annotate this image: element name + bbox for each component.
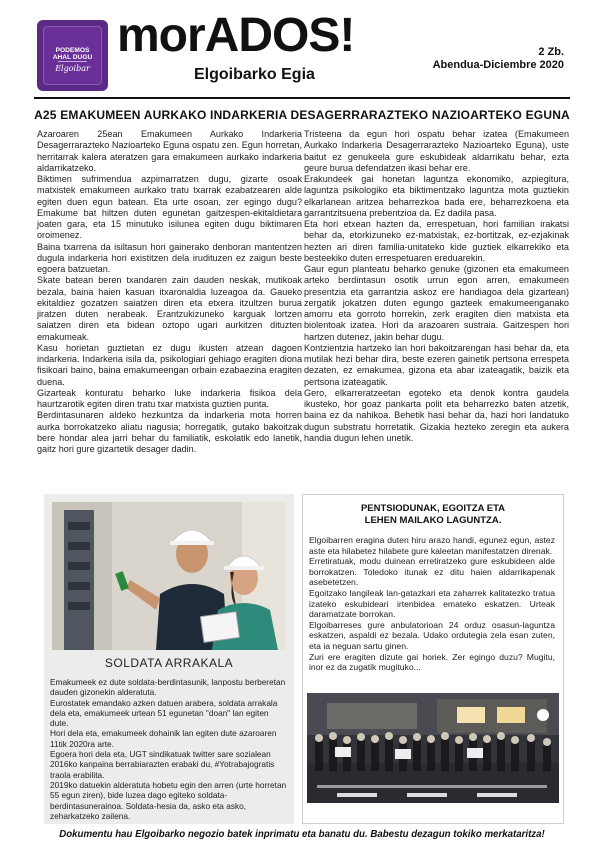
newsletter-title: morADOS!: [117, 9, 355, 62]
logo-line-1: PODEMOS: [55, 47, 90, 54]
logo-script: Elgoibar: [55, 64, 90, 73]
article-paragraph: Biktimen sufrimendua azpimarratzen dugu, gizarte osoak matxistek emakumeen aurkako tratu txarrak ezabatzearen alde egiten duen egun batean. Eta urte osoan, zer egingo dugu? Emakume bat hiltzen duten egunetan gaitzespen-ekitaldietara joaten gara, eta 15 minutuko isilunea egiten dugu biktimaren oroimenez.: [37, 174, 302, 241]
pension-paragraph: Zuri ere eragiten dizute gai horiek. Zer egingo duzu? Mugitu, inor ez da zugatik mugituko...: [309, 651, 555, 673]
workers-photo: [52, 502, 286, 650]
pensioners-title: [303, 503, 563, 527]
article-paragraph: Kasu horietan guztietan ez dugu ikusten atzean dagoen indarkeria. Indarkeria isila da, psikologiari gehiago eragiten diona fisikoari baino, baina emakumeengan orbain ezabaezina eragiten duena.: [37, 342, 302, 387]
protest-photo: [307, 693, 559, 803]
pension-paragraph: Egoitzako langileak lan-gatazkari eta zaharrek kalitatezko tratua izateko eskubideari irtenbidea emateko eskatzen. Urteak daramatzate borrokan.: [309, 587, 555, 620]
pension-paragraph: Elgoibarreses gure anbulatorioan 24 orduz osasun-laguntza eskatzen, aspaldi ez bezala. Udako ordutegia zela esan zuten, eta ia neguan sartu ginen.: [309, 619, 555, 651]
pensioners-title-line-2: LEHEN MAILAKO LAGUNTZA.: [364, 515, 502, 526]
salary-gap-text: [50, 677, 288, 821]
salary-paragraph: Egoera hori dela eta, UGT sindikatuak twitter sare sozialean 2016ko kanpaina berrabiarazten erabaki du, #Yotrabajogratis traola erabilita.: [50, 749, 275, 780]
pensioners-box: [302, 494, 564, 824]
article-column-left: [37, 129, 302, 455]
article-paragraph: Kontzientzia hartzeko lan hori bakoitzarengan hasi behar da, eta mutilak hezi behar dira, beste ezeren gainetik pertsona errespeta dezaten, ez emakumea, gizona eta abar izateagatik, baizik eta pertsona izateagatik.: [304, 342, 569, 387]
header-rule: [34, 97, 570, 99]
article-headline: A25 EMAKUMEEN AURKAKO INDARKERIA DESAGERRARAZTEKO NAZIOARTEKO EGUNA: [34, 108, 570, 122]
workers-illustration: [52, 502, 286, 650]
article-paragraph: Skate batean beren txandaren zain dauden neskak, mutikoak bezala, baina haien kasuan itxaronaldia luzeagoa da. Gaueko ekitaldiez gozatzen saiatzen diren eta etxera itzultzen burua jiratzen duten nerabeak. Erantzukizuneko karguak lortzen saiatzen diren eta bidean oztopo ugari aurkitzen dituzten emakumeak.: [37, 275, 302, 342]
salary-gap-box: [44, 494, 294, 824]
podemos-logo: [37, 20, 108, 91]
article-paragraph: Gero, elkarreratzeetan egoteko eta denok kontra gaudela ikusteko, hor goaz pankarta polit eta beharrezko baten atzetik, baina ez da nahikoa. Behetik hasi behar da, hazi hori landatuko dugun substratu horretatik. Gizakia hezteko zeregin eta aukera handia dugun lehen unetik.: [304, 387, 569, 443]
article-paragraph: Baina txarrena da isiltasun hori gainerako denboran mantentzen dugula indarkeria hori existitzen dela irudituzen ez zaigun beste egoera batzuetan.: [37, 241, 302, 274]
logo-inner-frame: [43, 26, 102, 85]
article-column-right: [304, 129, 569, 444]
article-paragraph: Gizarteak konturatu beharko luke indarkeria fisikoa dela haurtzarotik egiten diren tratu txar matxista guztien punta.: [37, 387, 302, 409]
pensioners-text: [309, 535, 555, 673]
issue-number: 2 Zb.: [538, 46, 564, 58]
pensioners-title-line-1: PENTSIODUNAK, EGOITZA ETA: [360, 503, 506, 514]
issue-date: Abendua-Diciembre 2020: [432, 59, 564, 71]
logo-line-2: AHAL DUGU: [52, 54, 93, 61]
newsletter-subtitle: Elgoibarko Egia: [194, 66, 315, 83]
salary-paragraph: Eurostatek emandako azken datuen arabera, soldata arrakala dela eta, emakumeek urtean 51 egunetan "doan" lan egiten dute.: [50, 697, 278, 729]
salary-paragraph: Hori dela eta, emakumeek dohainik lan egiten dute azaroaren 11tik 2020ra arte.: [50, 728, 277, 749]
logo-text: [44, 47, 101, 61]
pension-paragraph: Erretiratuak, modu duinean erretiratzeko gure eskubideen alde borrokatzen. Toledoko itunak ez ditu haien aldarrikapenak asebetetzen.: [309, 556, 555, 588]
logo-divider: [58, 61, 87, 62]
article-paragraph: Berdintasunaren aldeko hezkuntza da indarkeria mota horren aurka borrokatzeko aliatu nagusia; horregatik, gutako bakoitzak bere hondar alea jarri behar du familiatik, eskolatik edo lanetik, gaitz hori gure gizartetik desager dadin.: [37, 410, 302, 454]
salary-paragraph: 2019ko datuekin alderatuta hobetu egin den arren (urte horretan 55 egun ziren), bide luzea dago egiteko soldata-berdintasunerainoa. Soldata-hesia da, asko eta asko, zeharkatzeko zailena.: [50, 779, 287, 821]
article-paragraph: Erakundeek gai honetan laguntza ekonomiko, azpiegitura, laguntza psikologiko eta biktimentzako laguntza mota guztiekin elkarlanean aritzea beharrezkoa bada ere, beharrezkoena eta garrantzitsuena prebentzioa da. Ez dadila pasa.: [304, 174, 569, 218]
article-paragraph: Gaur egun planteatu beharko genuke (gizonen eta emakumeen arteko berdintasun osotik urrun egon arren, emakumeen presentzia eta garrantzia askoz ere handiagoa dela gizartean) zergatik jokatzen duten egungo gazteek emakumeenganako amorru eta gorroto horrekin, zerk eragiten dien matxista eta biolentoak izatea. Hori da arazoaren sustraia. Gaitzespen hori hartzen dutenez, jakin behar dugu.: [304, 264, 569, 342]
footer-note: Dokumentu hau Elgoibarko negozio batek inprimatu eta banatu du. Babestu dezagun tokiko merkataritza!: [59, 829, 545, 840]
salary-paragraph: Emakumeek ez dute soldata-berdintasunik, lanpostu berberetan dauden gizonekin alderatuta.: [50, 677, 286, 698]
pension-paragraph: Elgoibarren eragina duten hiru arazo handi, egunez egun, astez aste eta hilabetez hilabete gure kaleetan manifestatzen direnak.: [309, 535, 555, 556]
salary-gap-caption: SOLDATA ARRAKALA: [104, 656, 234, 670]
article-paragraph: Tristeena da egun hori ospatu behar izatea (Emakumeen Aurkako Indarkeria Desagerrarazteko Nazioarteko Eguna), uste baitut ez genukeela gure eskubideak aldarrikatu behar, ezta geure burua defendatzen ikasi behar ere.: [304, 129, 569, 173]
protest-illustration: [307, 693, 559, 803]
article-paragraph: Azaroaren 25ean Emakumeen Aurkako Indarkeria Desagerrarazteko Nazioarteko Eguna ospatu zen. Egun horretan, herritarrak kalera ateratzen gara emakumeen aurkako indarkeria aldarrikatzeko.: [37, 129, 302, 173]
article-paragraph: Eta hori etxean hazten da, errespetuan, hori familian irakatsi behar da, etorkizuneko ez-matxistak, ez-bortitzak, ez-ezjakinak hezten ari diren familia-unitateko kide guztiek elkarrekiko eta besteekiko duten errespetuaren ereduarekin.: [304, 219, 569, 263]
